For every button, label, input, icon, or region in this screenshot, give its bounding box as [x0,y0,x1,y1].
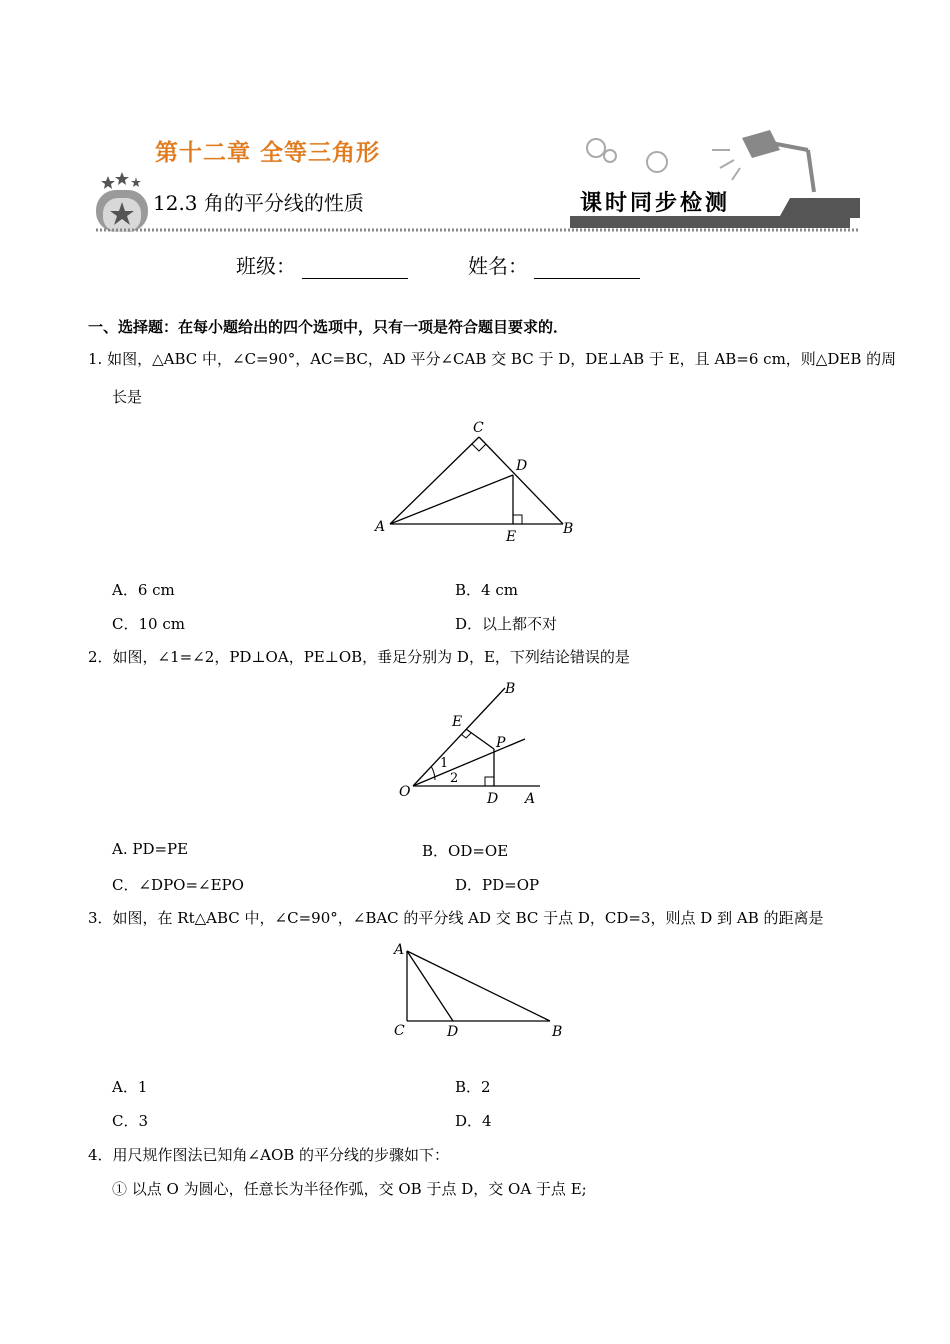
q3-option-a[interactable]: A．1 [112,1078,148,1096]
q1-option-d[interactable]: D．以上都不对 [455,615,558,633]
q3-label-b: B [552,1024,563,1040]
question-3-figure [390,937,570,1045]
q3-label-c: C [394,1023,405,1039]
question-2-text: 2．如图，∠1=∠2，PD⊥OA，PE⊥OB，垂足分别为 D，E，下列结论错误的是 [88,648,630,666]
section-title: 12.3 角的平分线的性质 [153,191,364,215]
class-field [236,250,408,279]
desk-lamp-icon [712,130,814,192]
q1-label-b: B [563,521,574,537]
q2-label-a: A [525,791,536,807]
question-4-step-1: ① 以点 O 为圆心，任意长为半径作弧，交 OB 于点 D，交 OA 于点 E; [112,1180,587,1198]
q2-label-e: E [452,714,463,730]
q1-label-e: E [506,529,517,545]
question-3-text: 3．如图，在 Rt△ABC 中，∠C=90°，∠BAC 的平分线 AD 交 BC 于点 D，CD=3，则点 D 到 AB 的距离是 [88,909,824,927]
name-blank[interactable] [534,256,640,279]
q1-label-a: A [375,519,386,535]
q1-label-c: C [473,420,484,436]
question-1-figure [370,412,590,547]
q2-label-p: P [496,735,506,751]
star-badge-icon [96,172,148,232]
q2-option-a[interactable]: A. PD=PE [112,840,189,858]
q3-label-d: D [447,1024,459,1040]
question-1-text-cont: 长是 [112,388,143,406]
q2-label-o: O [399,784,411,800]
q2-label-1: 1 [440,756,449,771]
section-heading: 一、选择题：在每小题给出的四个选项中，只有一项是符合题目要求的． [88,318,569,336]
q1-option-a[interactable]: A．6 cm [112,581,175,599]
name-label: 姓名： [468,254,528,278]
q1-label-d: D [516,458,528,474]
q1-option-b[interactable]: B．4 cm [455,581,518,599]
q1-option-c[interactable]: C．10 cm [112,615,185,633]
question-2-figure [395,676,545,808]
q3-option-c[interactable]: C．3 [112,1112,149,1130]
q2-option-b[interactable]: B．OD=OE [422,842,509,860]
chapter-title: 第十二章 全等三角形 [155,140,381,166]
question-4-text: 4．用尺规作图法已知角∠AOB 的平分线的步骤如下： [88,1146,450,1164]
q3-option-d[interactable]: D．4 [455,1112,492,1130]
q2-label-2: 2 [450,771,459,786]
class-label: 班级： [236,254,296,278]
q2-option-c[interactable]: C．∠DPO=∠EPO [112,876,244,894]
question-1-text: 1. 如图，△ABC 中，∠C=90°，AC=BC，AD 平分∠CAB 交 BC 于 D，DE⊥AB 于 E，且 AB=6 cm，则△DEB 的周 [88,350,897,368]
q3-label-a: A [394,942,405,958]
q3-option-b[interactable]: B．2 [455,1078,491,1096]
q2-label-b: B [505,681,516,697]
name-field [468,250,640,279]
q2-label-d: D [487,791,499,807]
sync-check-title: 课时同步检测 [580,190,731,216]
q2-option-d[interactable]: D．PD=OP [455,876,540,894]
class-blank[interactable] [302,256,408,279]
